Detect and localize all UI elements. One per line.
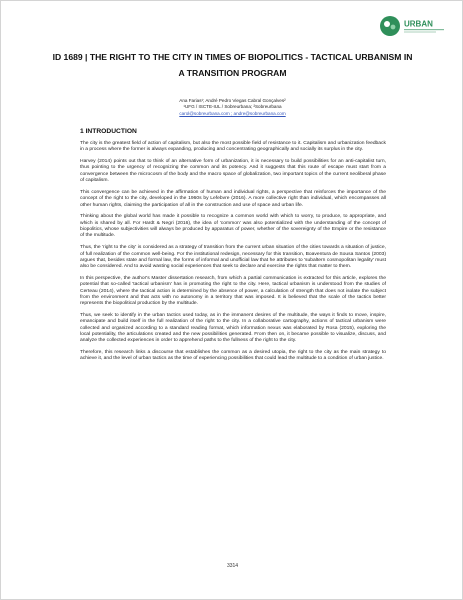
section-body <box>80 141 386 368</box>
logo-mark-icon <box>380 16 400 36</box>
paragraph: Therefore, this research links a discourse that establishes the common as a desired utopia, the right to the city as the main strategy to achieve it, and the level of urban tactics as the time of experiencing possibilities that could lead the multitude to a condition of urban justice. <box>80 350 386 362</box>
author-affiliations: ¹UFG / ISCTE-IUL / Sobreurbana; ²Sobreurbana <box>183 104 282 110</box>
logo-text: URBAN <box>404 19 433 29</box>
paper-title: ID 1689 | THE RIGHT TO THE CITY IN TIMES OF BIOPOLITICS - TACTICAL URBANISM IN A TRANSITION PROGRAM <box>52 52 413 78</box>
paragraph: Thus, we seek to identify in the urban tactics used today, as in the immanent desires of the multitude, the ways it finds to move, inspire, emancipate and build itself in the full realization of the right to the city. In a collaborative cartography, actions of tactical urbanism were collected and organized according to a standard reading format, which information nexus was elaborated by Rosa (2015), exploring the local potentiality, the articulations created and the new possibilities generated. From then on, it became possible to visualize, discuss, and analyze the collected experiences in order to apprehend paths to the fullness of the right to the city. <box>80 313 386 344</box>
paragraph: Thus, the 'right to the city' is considered as a strategy of transition from the current urban situation of the cities towards a situation of justice, of full realization of the common well-being. For the institutional redesign, necessary for this transition, Boaventura de Sousa Santos (2003) argues that, besides state and formal law, the forms of informal and unofficial law that he attributes to 'subaltern cosmopolitan legality' must also be considered. And to avoid wasting social experiences that seek to declare and exercise the rights that matter to them. <box>80 245 386 270</box>
paragraph: This convergence can be achieved in the affirmation of human and individual rights, a perspective that reinforces the importance of the concept of the right to the city, developed in the 1960s by Lefebvre (2016). A more collective right than individual, which encompasses all other human rights, claiming the participation of all in the construction and use of space and urban life. <box>80 189 386 208</box>
author-block <box>49 98 416 117</box>
page-number: 3314 <box>226 563 239 569</box>
conference-logo <box>379 15 451 37</box>
section-heading: 1 INTRODUCTION <box>80 128 137 135</box>
paragraph: The city is the greatest field of action of capitalism, but also the most possible field of resistance to it. Capitalism and urbanization feedback in a process where the former is always expanding, producing and concentrating geographically and socially its surplus in the city. <box>80 141 386 153</box>
paragraph: Harvey (2014) points out that to think of an alternative form of urbanization, it is necessary to build possibilities for an anti-capitalist turn, thus pointing to the urgency of recognizing the common and its potency. And it suggests that this route of escape must start from a convergence between the microcosm of the body and the macro space of globalization, two important topics of the current neoliberal phase of capitalism. <box>80 159 386 184</box>
author-emails[interactable]: carol@sobreurbana.com ; andre@sobreurbana.com <box>179 110 286 116</box>
author-names: Ana Farias¹; André Pedro Viegas Cabral Gonçalves² <box>179 98 286 103</box>
paragraph: In this perspective, the author's Master dissertation research, from which a partial communication is extracted for this article, explores the potential that so-called 'tactical urbanism' has in promoting the right to the city. Here, tactical urbanism is understood from the studies of Certeau (2014), where the tactical action is determined by the absence of power, a calculation of strength that does not isolate the subject from the environment and that acts with no autonomy in a territory that was imposed. It is believed that the scale of the tactics better represents the biopolitical production by the multitude. <box>80 276 386 307</box>
paragraph: Thinking about the global world has made it possible to recognize a common world with which to worry, to produce, to appropriate, and which is shared by all. For Hardt & Negri (2016), the idea of 'common' was also potentialized with the understanding of the concept of biopolitics, whose subjectivities will always be produced by apparatus of power, whether of the sovereignty of the Empire or the resistance of the multitude. <box>80 214 386 239</box>
